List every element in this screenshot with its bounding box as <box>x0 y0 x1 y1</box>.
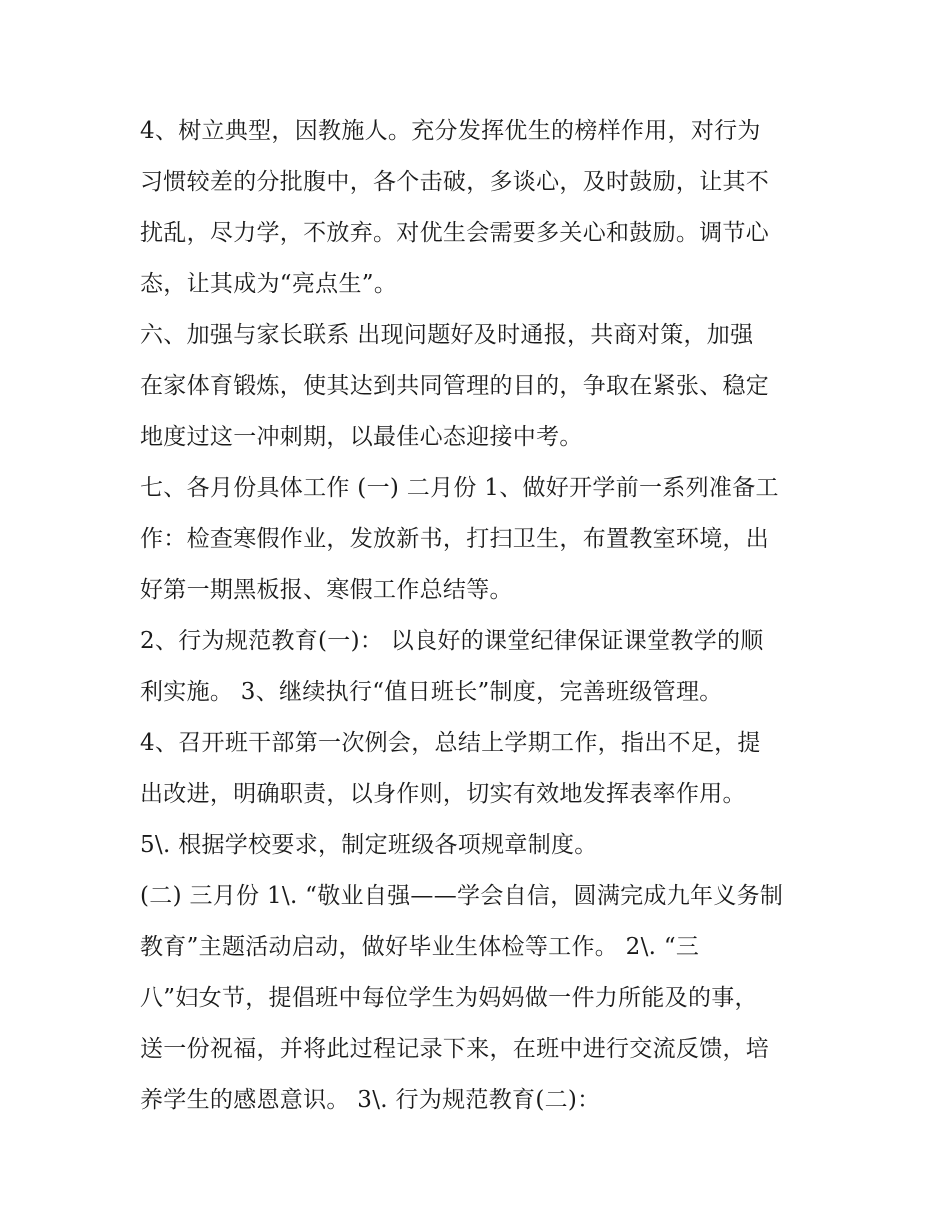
text-line-14: 出改进，明确职责，以身作则，切实有效地发挥表率作用。 <box>140 781 746 807</box>
text-line-15: 5\. 根据学校要求，制定班级各项规章制度。 <box>140 832 598 858</box>
text-line-16: (二) 三月份 1\. “敬业自强——学会自信，圆满完成九年义务制 <box>140 883 784 909</box>
text-line-2: 习惯较差的分批腹中，各个击破，多谈心，及时鼓励，让其不 <box>140 169 770 195</box>
text-line-12: 利实施。 3、继续执行“值日班长”制度，完善班级管理。 <box>140 679 723 705</box>
text-line-11: 2、行为规范教育(一)： 以良好的课堂纪律保证课堂教学的顺 <box>140 628 764 654</box>
text-line-19: 送一份祝福，并将此过程记录下来，在班中进行交流反馈，培 <box>140 1036 770 1062</box>
text-line-18: 八”妇女节，提倡班中每位学生为妈妈做一件力所能及的事， <box>140 985 758 1011</box>
text-line-8: 七、各月份具体工作 (一) 二月份 1、做好开学前一系列准备工 <box>140 475 779 501</box>
text-line-4: 态，让其成为“亮点生”。 <box>140 271 398 297</box>
text-line-9: 作：检查寒假作业，发放新书，打扫卫生，布置教室环境，出 <box>140 526 770 552</box>
text-line-1: 4、树立典型，因教施人。充分发挥优生的榜样作用，对行为 <box>140 118 761 144</box>
text-line-13: 4、召开班干部第一次例会，总结上学期工作，指出不足，提 <box>140 730 761 756</box>
text-line-17: 教育”主题活动启动，做好毕业生体检等工作。 2\. “三 <box>140 934 700 960</box>
text-line-20: 养学生的感恩意识。 3\. 行为规范教育(二)： <box>140 1087 601 1113</box>
text-line-6: 在家体育锻炼，使其达到共同管理的目的，争取在紧张、稳定 <box>140 373 770 399</box>
text-line-3: 扰乱，尽力学，不放弃。对优生会需要多关心和鼓励。调节心 <box>140 220 770 246</box>
text-line-10: 好第一期黑板报、寒假工作总结等。 <box>140 577 513 603</box>
text-line-5: 六、加强与家长联系 出现问题好及时通报，共商对策，加强 <box>140 322 754 348</box>
document-body <box>140 106 820 1126</box>
text-line-7: 地度过这一冲刺期，以最佳心态迎接中考。 <box>140 424 583 450</box>
